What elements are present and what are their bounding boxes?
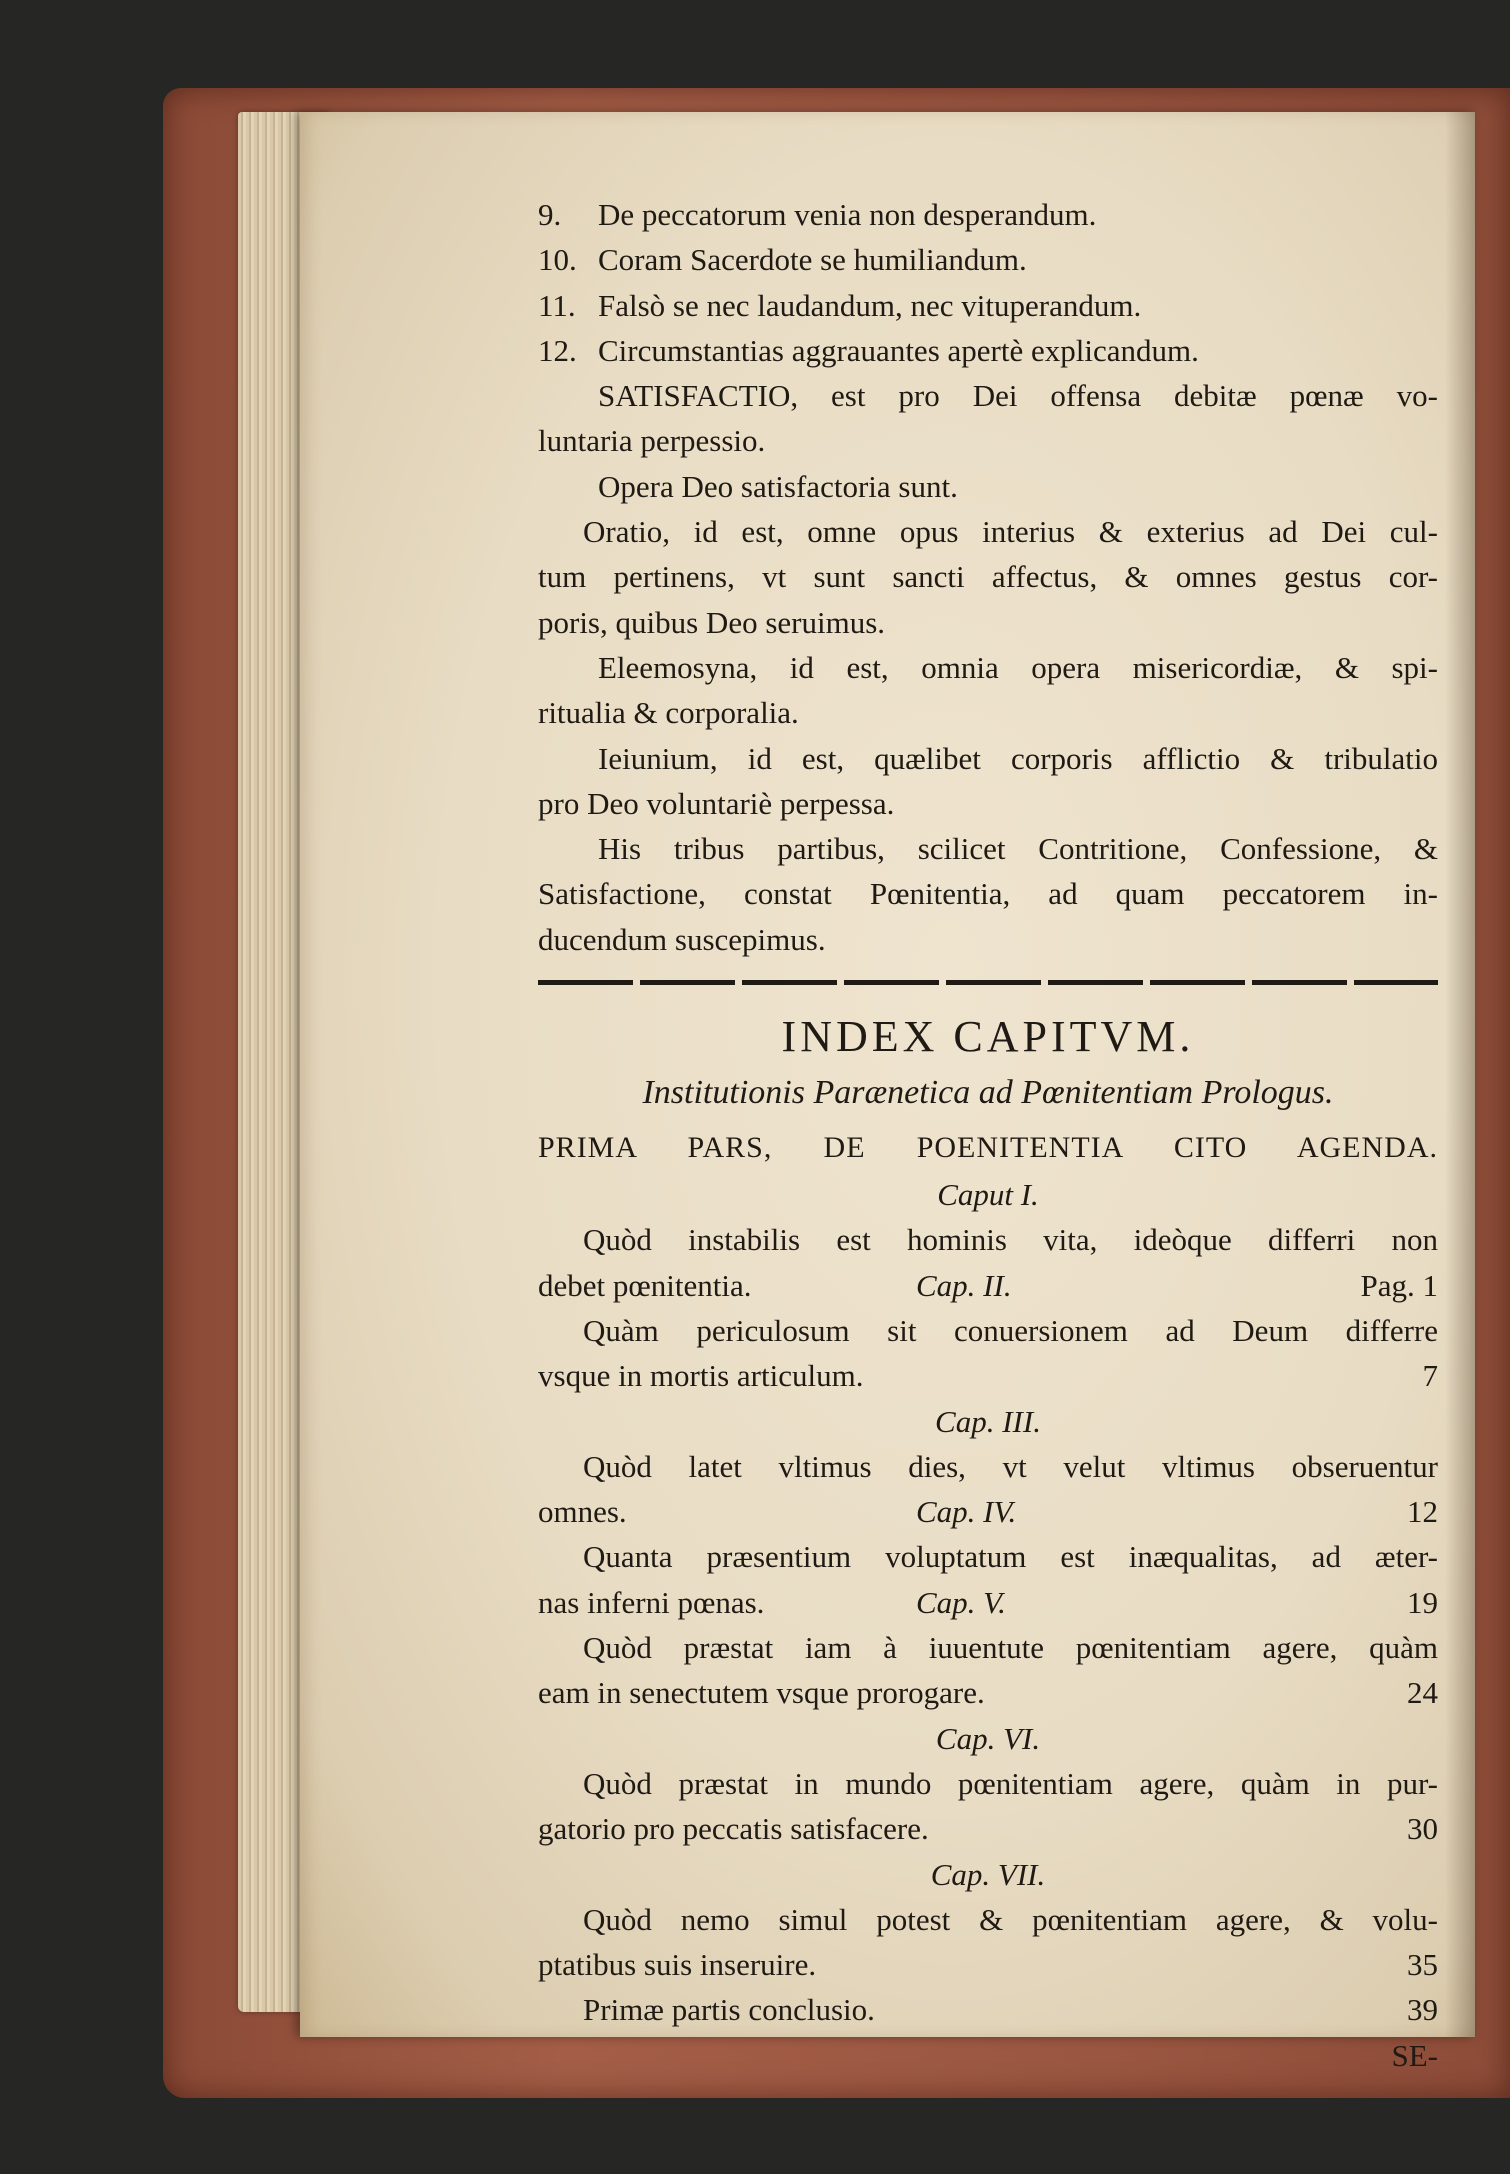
text-line: Oratio, id est, omne opus interius & exterius ad Dei cul- xyxy=(583,514,1438,550)
index-entry-line: Quòd præstat in mundo pœnitentiam agere, quàm in pur- xyxy=(583,1765,1438,1801)
text-line: ritualia & corporalia. xyxy=(538,695,799,731)
index-entry-line: Quòd latet vltimus dies, vt velut vltimus obseruentur xyxy=(583,1448,1438,1484)
page-number: 7 xyxy=(1422,1358,1438,1394)
index-title: INDEX CAPITVM. xyxy=(781,1012,1195,1062)
text-line: Satisfactione, constat Pœnitentia, ad quam peccatorem in- xyxy=(538,876,1438,912)
text-line: pro Deo voluntariè perpessa. xyxy=(538,785,895,821)
index-entry-line: Quòd nemo simul potest & pœnitentiam agere, & volu- xyxy=(583,1901,1438,1937)
numbered-item: 9. De peccatorum venia non desperandum. xyxy=(538,197,1097,232)
chapter-label: Cap. II. xyxy=(916,1267,1012,1303)
numbered-item: 11. Falsò se nec laudandum, nec vituperandum. xyxy=(538,287,1142,323)
index-entry-line: Quòd præstat iam à iuuentute pœnitentiam agere, quàm xyxy=(583,1630,1438,1666)
caput-heading: Cap. III. xyxy=(935,1403,1041,1439)
index-entry-line: Quanta præsentium voluptatum est inæqualitas, ad æter- xyxy=(583,1539,1438,1575)
caput-heading: Caput I. xyxy=(937,1177,1039,1213)
text-line: Ieiunium, id est, quælibet corporis afflictio & tribulatio xyxy=(598,740,1438,776)
text-line: tum pertinens, vt sunt sancti affectus, & omnes gestus cor- xyxy=(538,559,1438,595)
dashed-rule xyxy=(538,980,1438,985)
index-entry-line: vsque in mortis articulum. 7 xyxy=(538,1353,1438,1398)
index-entry-line: eam in senectutem vsque prorogare. 24 xyxy=(538,1670,1438,1715)
text-line: Eleemosyna, id est, omnia opera misericordiæ, & spi- xyxy=(598,649,1438,685)
page-number: 39 xyxy=(1407,1992,1438,2028)
index-entry-line: Quàm periculosum sit conuersionem ad Deum differre xyxy=(583,1312,1438,1348)
caput-heading: Cap. VI. xyxy=(935,1720,1041,1756)
index-entry-line: Quòd instabilis est hominis vita, ideòque differri non xyxy=(583,1222,1438,1258)
text-line: His tribus partibus, scilicet Contritione, Confessione, & xyxy=(598,831,1438,867)
book-page xyxy=(300,112,1475,2073)
caput-heading: Cap. VII. xyxy=(930,1856,1046,1892)
index-entry-line: omnes. Cap. IV. 12 xyxy=(538,1489,1438,1534)
text-line: luntaria perpessio. xyxy=(538,423,766,459)
text-line: ducendum suscepimus. xyxy=(538,921,826,957)
conclusio-line: Primæ partis conclusio. 39 xyxy=(538,1987,1438,2032)
page-gutter-shadow xyxy=(1445,112,1475,2037)
page-number: 24 xyxy=(1407,1675,1438,1711)
index-entry-line: ptatibus suis inseruire. 35 xyxy=(538,1942,1438,1987)
part-heading: PRIMA PARS, DE POENITENTIA CITO AGENDA. xyxy=(538,1131,1438,1165)
index-prologue: Institutionis Parænetica ad Pœnitentiam Prologus. xyxy=(642,1074,1334,1112)
page-number: Pag. 1 xyxy=(1360,1267,1438,1303)
catchword: SE- xyxy=(1391,2037,1438,2073)
page-number: 19 xyxy=(1407,1584,1438,1620)
page-number: 30 xyxy=(1407,1811,1438,1847)
page-number: 35 xyxy=(1407,1947,1438,1983)
index-entry-line: nas inferni pœnas. Cap. V. 19 xyxy=(538,1580,1438,1625)
chapter-label: Cap. IV. xyxy=(916,1494,1017,1530)
text-line: SATISFACTIO, est pro Dei offensa debitæ pœnæ vo- xyxy=(598,378,1438,414)
numbered-item: 10. Coram Sacerdote se humiliandum. xyxy=(538,242,1027,278)
text-line: poris, quibus Deo seruimus. xyxy=(538,604,886,640)
text-line: Opera Deo satisfactoria sunt. xyxy=(598,468,958,504)
section-rule xyxy=(538,962,1438,1002)
numbered-item: 12. Circumstantias aggrauantes apertè explicandum. xyxy=(538,332,1199,368)
page-number: 12 xyxy=(1407,1494,1438,1530)
index-entry-line: debet pœnitentia. Cap. II. Pag. 1 xyxy=(538,1263,1438,1308)
page-text xyxy=(538,192,1438,2078)
chapter-label: Cap. V. xyxy=(916,1584,1006,1620)
index-entry-line: gatorio pro peccatis satisfacere. 30 xyxy=(538,1806,1438,1851)
